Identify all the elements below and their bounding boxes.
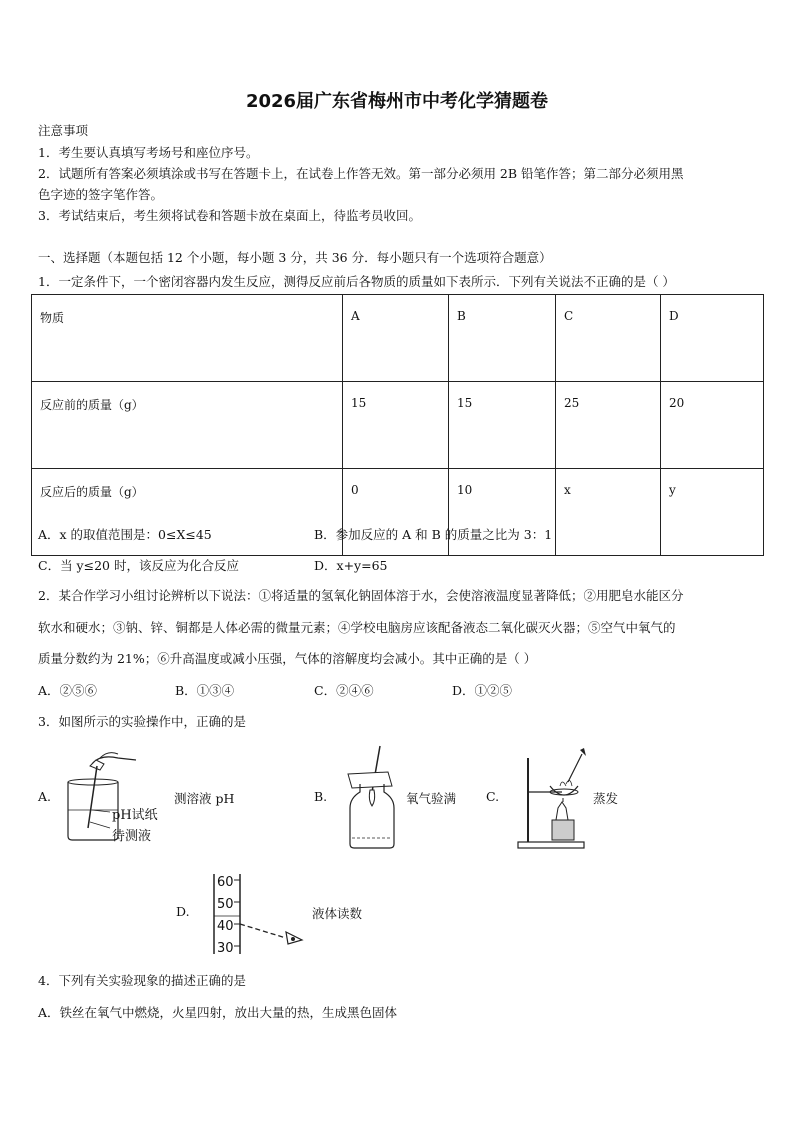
q2-stem-line: 2．某合作学习小组讨论辨析以下说法：①将适量的氢氧化钠固体溶于水，会使溶液温度显著降低；②用肥皂水能区分 [38, 588, 684, 603]
evaporation-illustration [514, 746, 594, 852]
ph-paper-label: pH试纸 [112, 808, 158, 823]
q4-option-a[interactable]: A．铁丝在氧气中燃烧，火星四射，放出大量的热，生成黑色固体 [38, 1005, 398, 1020]
notice-item: 3．考试结束后，考生须将试卷和答题卡放在桌面上，待监考员收回。 [38, 208, 421, 223]
scale-tick-label: 40 [217, 919, 234, 934]
notice-item: 2．试题所有答案必须填涂或书写在答题卡上，在试卷上作答无效。第一部分必须用 2B 铅笔作答；第二部分必须用黑 [38, 166, 684, 181]
q3-option-a-letter[interactable]: A. [38, 789, 52, 804]
q3-option-d-caption: 液体读数 [312, 906, 363, 921]
q2-stem-line: 软水和硬水；③钠、锌、铜都是人体必需的微量元素；④学校电脑房应该配备液态二氧化碳灭火器；⑤空气中氧气的 [38, 620, 676, 635]
q2-option-a[interactable]: A．②⑤⑥ [38, 683, 98, 698]
notice-heading: 注意事项 [38, 123, 89, 138]
scale-tick-label: 30 [217, 941, 234, 956]
table-cell: y [661, 469, 764, 556]
oxygen-bottle-illustration [342, 744, 402, 854]
table-cell: B [449, 295, 556, 382]
table-row [32, 382, 764, 469]
q1-option-d[interactable]: D．x+y=65 [314, 558, 388, 573]
table-cell: 25 [556, 382, 661, 469]
scale-tick-label: 50 [217, 897, 234, 912]
table-row [32, 295, 764, 382]
q3-option-c-letter[interactable]: C. [486, 789, 500, 804]
table-cell: A [343, 295, 449, 382]
page-title: 2026届广东省梅州市中考化学猜题卷 [245, 91, 549, 112]
table-cell: 0 [343, 469, 449, 556]
q1-stem: 1．一定条件下，一个密闭容器内发生反应，测得反应前后各物质的质量如下表所示．下列有关说法不正确的是（ ） [38, 274, 675, 289]
section-heading: 一、选择题（本题包括 12 个小题，每小题 3 分，共 36 分．每小题只有一个选项符合题意） [38, 250, 552, 265]
q3-option-b-letter[interactable]: B. [314, 789, 328, 804]
table-cell: 反应前的质量（g） [32, 382, 343, 469]
table-cell: 反应后的质量（g） [32, 469, 343, 556]
q1-option-a[interactable]: A．x 的取值范围是：0≤X≤45 [38, 527, 212, 542]
q2-stem-line: 质量分数约为 21%；⑥升高温度或减小压强，气体的溶解度均会减小。其中正确的是（ ） [38, 651, 537, 666]
q3-stem: 3．如图所示的实验操作中，正确的是 [38, 714, 246, 729]
q3-option-c-caption: 蒸发 [593, 791, 619, 806]
q2-option-c[interactable]: C．②④⑥ [314, 683, 374, 698]
notice-item: 1．考生要认真填写考场号和座位序号。 [38, 145, 259, 160]
q1-option-b[interactable]: B．参加反应的 A 和 B 的质量之比为 3：1 [314, 527, 553, 542]
cylinder-scale [217, 872, 234, 960]
notice-item: 色字迹的签字笔作答。 [38, 187, 164, 202]
q1-option-c[interactable]: C．当 y≤20 时，该反应为化合反应 [38, 558, 239, 573]
table-cell: 物质 [32, 295, 343, 382]
scale-tick-label: 60 [217, 875, 234, 890]
table-cell: 15 [449, 382, 556, 469]
table-cell: 15 [343, 382, 449, 469]
table-cell: x [556, 469, 661, 556]
table-cell: 10 [449, 469, 556, 556]
q3-option-d-letter[interactable]: D. [176, 904, 190, 919]
q3-option-b-caption: 氧气验满 [406, 791, 457, 806]
q2-option-d[interactable]: D．①②⑤ [452, 683, 513, 698]
table-cell: 20 [661, 382, 764, 469]
mass-table [31, 294, 764, 556]
table-cell: D [661, 295, 764, 382]
test-solution-label: 待测液 [112, 829, 152, 844]
q4-stem: 4．下列有关实验现象的描述正确的是 [38, 973, 246, 988]
q2-option-b[interactable]: B．①③④ [175, 683, 235, 698]
q3-option-a-caption: 测溶液 pH [174, 791, 235, 806]
table-cell: C [556, 295, 661, 382]
